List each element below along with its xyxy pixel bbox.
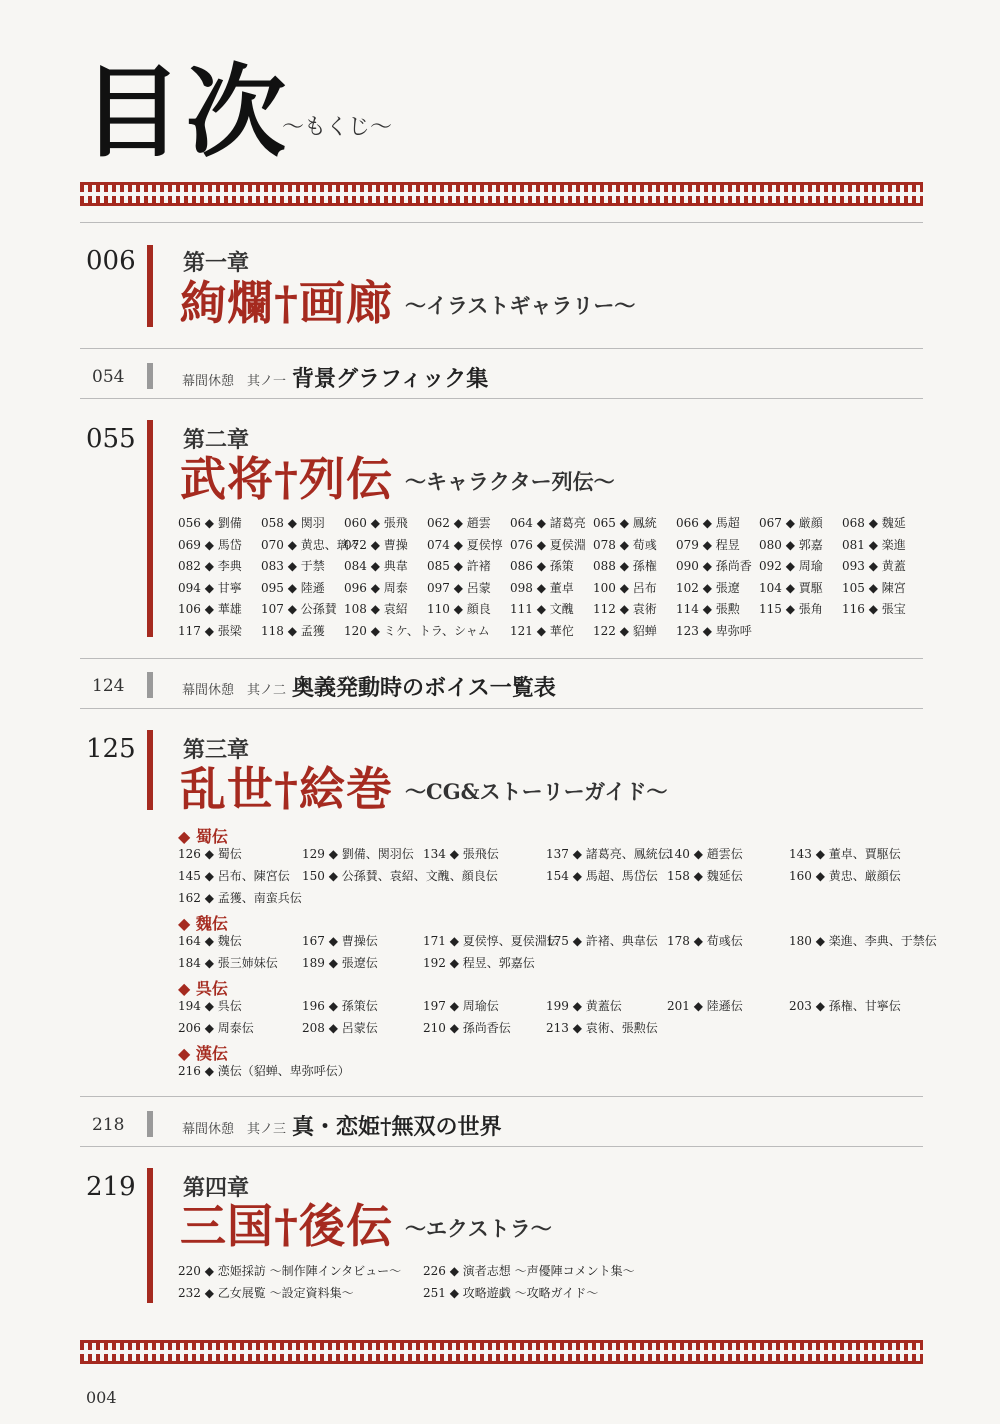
ch3-entry[interactable]: 129 ◆ 劉備、関羽伝 [302, 847, 414, 861]
ch2-entry[interactable]: 068 ◆ 魏延 [842, 516, 906, 530]
int3-bar [147, 1111, 153, 1137]
faction-heading: ◆ 漢伝 [178, 1044, 228, 1063]
ch2-page[interactable]: 055 [86, 424, 136, 454]
ch3-entry[interactable]: 184 ◆ 張三姉妹伝 [178, 956, 278, 970]
ch4-entry[interactable]: 226 ◆ 演者志想 〜声優陣コメント集〜 [423, 1264, 635, 1278]
ch3-entry[interactable]: 175 ◆ 許褚、典韋伝 [546, 934, 658, 948]
ch2-entry[interactable]: 083 ◆ 于禁 [261, 559, 325, 574]
ch2-entry[interactable]: 114 ◆ 張勲 [676, 602, 740, 617]
ch2-entry[interactable]: 102 ◆ 張遼 [676, 580, 740, 595]
ch3-entry[interactable]: 150 ◆ 公孫賛、袁紹、文醜、顔良伝 [302, 869, 498, 883]
ch2-label: 第二章 [183, 427, 250, 453]
ch2-entry[interactable]: 078 ◆ 荀彧 [593, 537, 657, 552]
int1-label: 幕間休憩 其ノ一 [182, 374, 287, 389]
ch2-entry[interactable]: 079 ◆ 程昱 [676, 537, 740, 552]
ch2-entry[interactable]: 056 ◆ 劉備 [178, 516, 242, 530]
ch2-entry[interactable]: 100 ◆ 呂布 [593, 580, 657, 595]
ch3-page[interactable]: 125 [86, 734, 136, 764]
ch2-entry[interactable]: 118 ◆ 孟獲 [261, 624, 325, 638]
bottom-border [80, 1340, 923, 1364]
ch2-entry[interactable]: 076 ◆ 夏侯淵 [510, 537, 586, 552]
page-subtitle: 〜もくじ〜 [282, 115, 393, 140]
ch2-entry[interactable]: 110 ◆ 顔良 [427, 602, 491, 617]
ch2-entry[interactable]: 122 ◆ 貂蝉 [593, 624, 657, 638]
ch2-entry[interactable]: 062 ◆ 趙雲 [427, 516, 491, 530]
ch2-entry[interactable]: 058 ◆ 関羽 [261, 516, 325, 530]
ch4-page[interactable]: 219 [86, 1172, 136, 1202]
int3-title[interactable]: 真・恋姫†無双の世界 [292, 1114, 502, 1140]
ch1-subtitle: 〜イラストギャラリー〜 [405, 293, 636, 318]
ch3-entry[interactable]: 162 ◆ 孟獲、南蛮兵伝 [178, 891, 302, 905]
ch2-entry[interactable]: 086 ◆ 孫策 [510, 559, 574, 574]
ch3-entry[interactable]: 199 ◆ 黄蓋伝 [546, 999, 622, 1013]
ch2-entry[interactable]: 105 ◆ 陳宮 [842, 580, 906, 595]
ch2-entry[interactable]: 080 ◆ 郭嘉 [759, 537, 823, 552]
ch2-entry[interactable]: 104 ◆ 賈駆 [759, 580, 823, 595]
ch2-entry[interactable]: 123 ◆ 卑弥呼 [676, 624, 752, 638]
int1-bar [147, 363, 153, 389]
ch3-subtitle: 〜CG&ストーリーガイド〜 [405, 779, 668, 804]
ch3-entry[interactable]: 126 ◆ 蜀伝 [178, 847, 242, 861]
ch2-entry[interactable]: 111 ◆ 文醜 [510, 602, 574, 617]
ch3-entry[interactable]: 194 ◆ 呉伝 [178, 999, 242, 1013]
ch3-entry[interactable]: 160 ◆ 黄忠、厳顔伝 [789, 869, 901, 883]
ch2-entry[interactable]: 093 ◆ 黄蓋 [842, 559, 906, 574]
ch2-entry[interactable]: 108 ◆ 袁紹 [344, 602, 408, 617]
ch2-entry[interactable]: 072 ◆ 曹操 [344, 537, 408, 552]
int3-page[interactable]: 218 [92, 1115, 125, 1135]
divider [80, 658, 923, 659]
ch2-entry[interactable]: 112 ◆ 袁術 [593, 602, 657, 617]
ch2-entry[interactable]: 120 ◆ ミケ、トラ、シャム [344, 624, 490, 638]
ch2-title[interactable]: 武将†列伝 [180, 452, 394, 506]
divider [80, 398, 923, 399]
int2-bar [147, 672, 153, 698]
ch2-entry[interactable]: 090 ◆ 孫尚香 [676, 559, 752, 574]
ch3-entry[interactable]: 134 ◆ 張飛伝 [423, 847, 499, 861]
ch2-subtitle: 〜キャラクター列伝〜 [405, 469, 615, 494]
top-border [80, 182, 923, 206]
ch2-entry[interactable]: 117 ◆ 張梁 [178, 624, 242, 638]
ch2-entry[interactable]: 116 ◆ 張宝 [842, 602, 906, 617]
ch1-page[interactable]: 006 [86, 246, 136, 276]
ch2-entry[interactable]: 095 ◆ 陸遜 [261, 580, 325, 595]
faction-heading: ◆ 魏伝 [178, 914, 228, 933]
ch2-entry[interactable]: 115 ◆ 張角 [759, 602, 823, 617]
ch2-entry[interactable]: 074 ◆ 夏侯惇 [427, 537, 503, 552]
ch3-entry[interactable]: 158 ◆ 魏延伝 [667, 869, 743, 883]
ch2-entry[interactable]: 094 ◆ 甘寧 [178, 580, 242, 595]
divider [80, 222, 923, 223]
ch2-entry[interactable]: 064 ◆ 諸葛亮 [510, 516, 586, 530]
ch4-entry[interactable]: 251 ◆ 攻略遊戯 〜攻略ガイド〜 [423, 1286, 599, 1300]
ch2-entry[interactable]: 121 ◆ 華佗 [510, 624, 574, 638]
ch3-entry[interactable]: 178 ◆ 荀彧伝 [667, 934, 743, 948]
ch3-entry[interactable]: 208 ◆ 呂蒙伝 [302, 1021, 378, 1035]
ch1-label: 第一章 [183, 250, 250, 276]
ch3-entry[interactable]: 196 ◆ 孫策伝 [302, 999, 378, 1013]
divider [80, 708, 923, 709]
ch1-title[interactable]: 絢爛†画廊 [180, 276, 394, 330]
int2-page[interactable]: 124 [92, 676, 125, 696]
ch3-entry[interactable]: 213 ◆ 袁術、張勲伝 [546, 1021, 658, 1035]
ch3-entry[interactable]: 143 ◆ 董卓、賈駆伝 [789, 847, 901, 861]
ch2-entry[interactable]: 082 ◆ 李典 [178, 559, 242, 574]
ch3-entry[interactable]: 140 ◆ 趙雲伝 [667, 847, 743, 861]
divider [80, 348, 923, 349]
ch3-entry[interactable]: 189 ◆ 張遼伝 [302, 956, 378, 970]
ch3-entry[interactable]: 154 ◆ 馬超、馬岱伝 [546, 869, 658, 883]
ch3-entry[interactable]: 203 ◆ 孫権、甘寧伝 [789, 999, 901, 1013]
divider [80, 1146, 923, 1147]
int1-title[interactable]: 背景グラフィック集 [292, 366, 489, 392]
ch3-entry[interactable]: 180 ◆ 楽進、李典、于禁伝 [789, 934, 937, 948]
ch2-entry[interactable]: 088 ◆ 孫権 [593, 559, 657, 574]
ch1-bar [147, 245, 153, 327]
ch2-entry[interactable]: 085 ◆ 許褚 [427, 559, 491, 574]
ch4-title[interactable]: 三国†後伝 [180, 1199, 394, 1253]
ch2-entry[interactable]: 069 ◆ 馬岱 [178, 537, 242, 552]
int3-label: 幕間休憩 其ノ三 [182, 1122, 287, 1137]
ch3-entry[interactable]: 171 ◆ 夏侯惇、夏侯淵伝 [423, 934, 559, 948]
ch4-subtitle: 〜エクストラ〜 [405, 1216, 552, 1241]
ch2-entry[interactable]: 106 ◆ 華雄 [178, 602, 242, 617]
ch3-bar [147, 730, 153, 810]
ch4-bar [147, 1168, 153, 1303]
ch3-entry[interactable]: 137 ◆ 諸葛亮、鳳統伝 [546, 847, 670, 861]
ch4-entry[interactable]: 232 ◆ 乙女展覧 〜設定資料集〜 [178, 1286, 354, 1300]
ch2-entry[interactable]: 092 ◆ 周瑜 [759, 559, 823, 574]
ch4-label: 第四章 [183, 1175, 250, 1201]
int2-label: 幕間休憩 其ノ二 [182, 683, 287, 698]
ch3-entry[interactable]: 201 ◆ 陸遜伝 [667, 999, 743, 1013]
ch2-entry[interactable]: 081 ◆ 楽進 [842, 537, 906, 552]
page-number: 004 [86, 1388, 117, 1407]
ch2-entry[interactable]: 060 ◆ 張飛 [344, 516, 408, 530]
ch4-entry[interactable]: 220 ◆ 恋姫採訪 〜制作陣インタビュー〜 [178, 1264, 402, 1278]
ch2-entry[interactable]: 070 ◆ 黄忠、璃々 [261, 537, 361, 552]
ch3-entry[interactable]: 164 ◆ 魏伝 [178, 934, 242, 948]
ch2-entry[interactable]: 084 ◆ 典韋 [344, 559, 408, 574]
ch3-entry[interactable]: 192 ◆ 程昱、郭嘉伝 [423, 956, 535, 970]
ch2-entry[interactable]: 065 ◆ 鳳統 [593, 516, 657, 530]
ch3-entry[interactable]: 197 ◆ 周瑜伝 [423, 999, 499, 1013]
ch2-entry[interactable]: 098 ◆ 董卓 [510, 580, 574, 595]
ch2-entry[interactable]: 107 ◆ 公孫賛 [261, 602, 337, 617]
ch3-entry[interactable]: 210 ◆ 孫尚香伝 [423, 1021, 511, 1035]
ch2-entry[interactable]: 097 ◆ 呂蒙 [427, 580, 491, 595]
ch3-title[interactable]: 乱世†絵巻 [180, 762, 394, 816]
faction-heading: ◆ 呉伝 [178, 979, 228, 998]
ch3-entry[interactable]: 167 ◆ 曹操伝 [302, 934, 378, 948]
page-title: 目次 [82, 53, 290, 171]
divider [80, 1096, 923, 1097]
faction-heading: ◆ 蜀伝 [178, 827, 228, 846]
ch3-entry[interactable]: 216 ◆ 漢伝（貂蝉、卑弥呼伝） [178, 1064, 350, 1078]
ch2-entry[interactable]: 067 ◆ 厳顔 [759, 516, 823, 530]
ch3-entry[interactable]: 206 ◆ 周泰伝 [178, 1021, 254, 1035]
int2-title[interactable]: 奥義発動時のボイス一覧表 [292, 675, 556, 701]
ch3-entry[interactable]: 145 ◆ 呂布、陳宮伝 [178, 869, 290, 883]
int1-page[interactable]: 054 [92, 367, 125, 387]
ch2-entry[interactable]: 066 ◆ 馬超 [676, 516, 740, 530]
ch2-bar [147, 420, 153, 637]
ch2-entry[interactable]: 096 ◆ 周泰 [344, 580, 408, 595]
ch3-label: 第三章 [183, 737, 250, 763]
